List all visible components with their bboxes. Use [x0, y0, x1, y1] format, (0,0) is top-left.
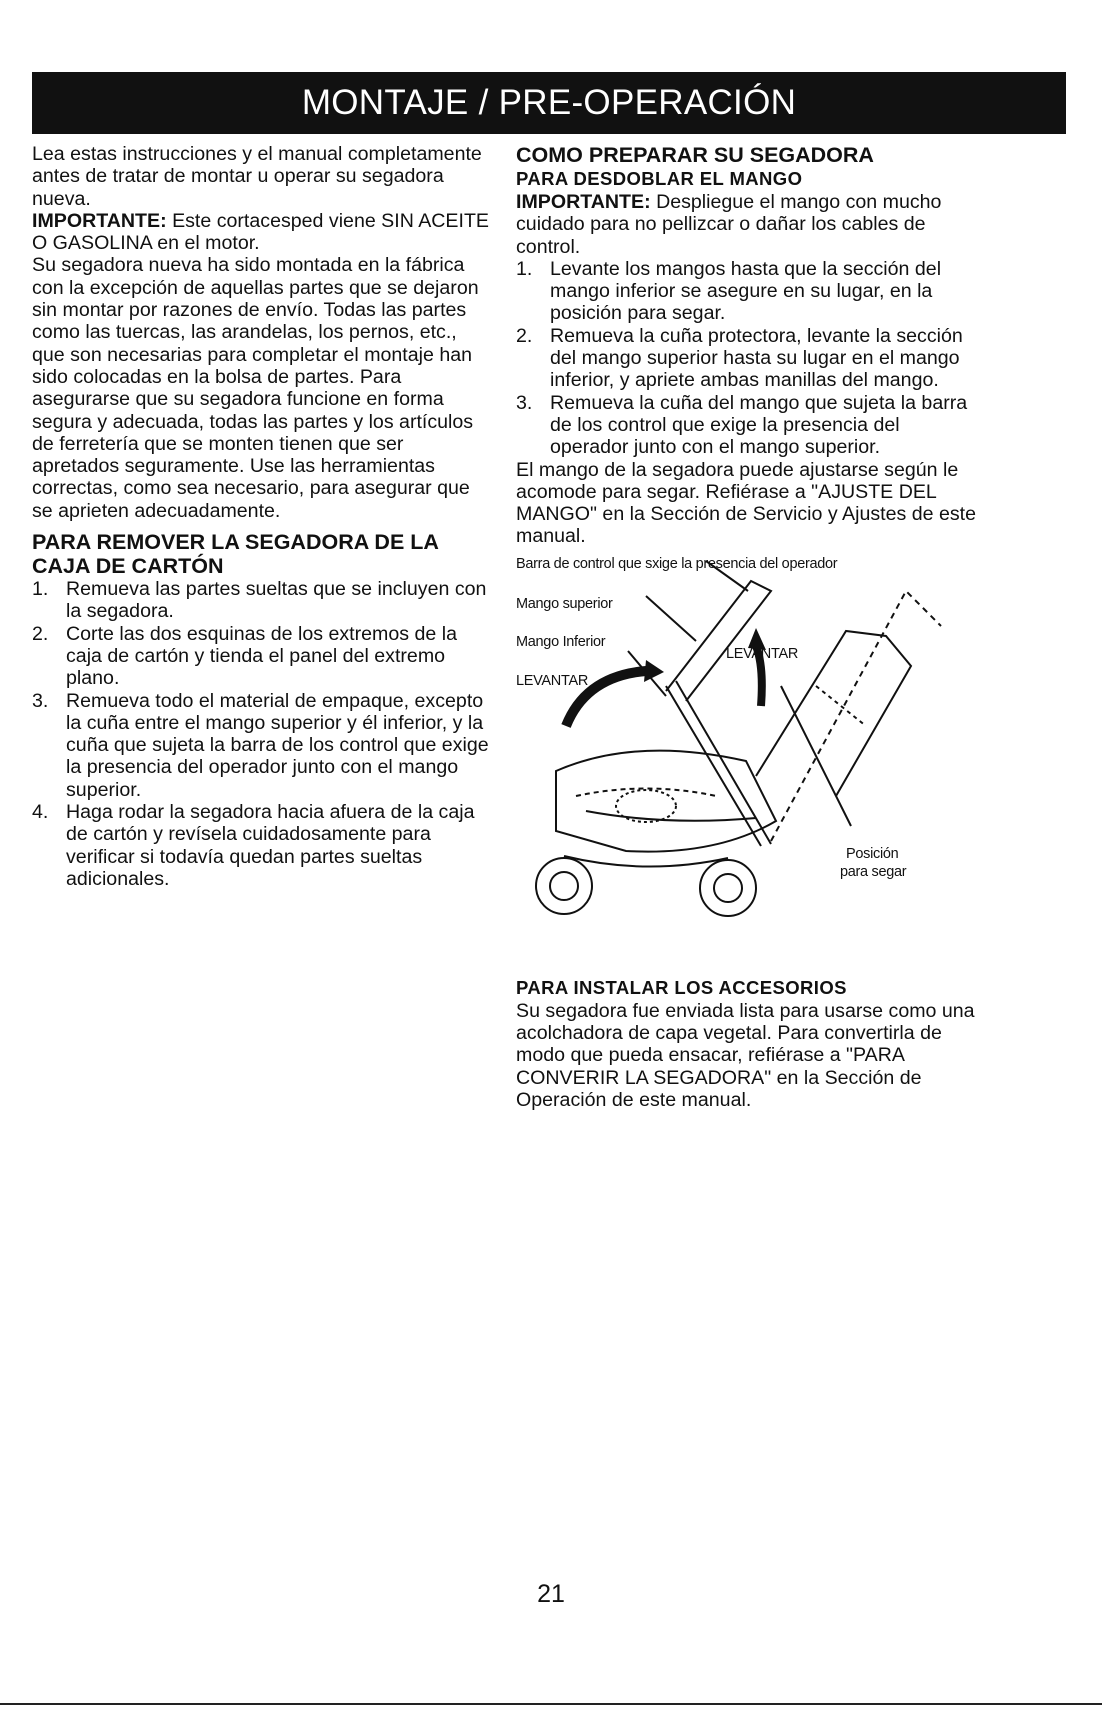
wheel-base	[564, 856, 728, 867]
rear-wheel	[700, 860, 756, 916]
step-number: 3.	[32, 689, 49, 712]
step-number: 2.	[516, 324, 533, 347]
list-item	[32, 578, 492, 623]
step-number: 3.	[516, 391, 533, 414]
deck-edge	[586, 811, 756, 821]
lower-handle-left	[666, 686, 761, 846]
unfold-steps	[516, 258, 978, 459]
remove-heading: PARA REMOVER LA SEGADORA DE LA CAJA DE CARTÓN	[32, 530, 439, 579]
important-text: Este cortacesped viene SIN ACEITE O GASOLINA en el motor.	[32, 209, 489, 255]
remove-steps	[32, 578, 492, 890]
front-wheel-hub	[550, 872, 578, 900]
prepare-heading: COMO PREPARAR SU SEGADORA	[516, 143, 874, 167]
label-upper-handle: Mango superior	[516, 595, 613, 612]
assembly-paragraph: Su segadora nueva ha sido montada en la fábrica con la excepción de aquellas partes que se dejaron sin montar por razones de envío. Todas las partes como las tuercas, las arandelas, los pernos, etc., que son necesarias para completar el montaje han sido colocadas en la bolsa de partes. Para asegurarse que su segadora funcione en forma segura y adecuada, todas las partes y los artículos de ferretería que se monten tienen que ser apretados seguramente. Use las herramientas correctas, como sea necesario, para asegurar que se aprieten adecuadamente.	[32, 254, 479, 522]
step-text: Remueva la cuña protectora, levante la sección del mango superior hasta su lugar en el mango inferior, y apriete ambas manillas del mango.	[550, 324, 963, 392]
left-column	[32, 143, 492, 890]
upper-leader	[646, 596, 696, 641]
intro-paragraph: Lea estas instrucciones y el manual completamente antes de tratar de montar u operar su segadora nueva.	[32, 143, 482, 210]
step-text: Remueva las partes sueltas que se incluyen con la segadora.	[66, 578, 487, 623]
position-leader	[781, 686, 851, 826]
important-text: Despliegue el mango con mucho cuidado para no pellizcar o dañar los cables de control.	[516, 191, 942, 258]
accessories-paragraph: Su segadora fue enviada lista para usarse como una acolchadora de capa vegetal. Para convertirla de modo que pueda ensacar, refiérase a "PARA CONVERIR LA SEGADORA" en la Sección de Operación de este manual.	[516, 999, 975, 1111]
list-item	[32, 801, 492, 890]
mower-figure	[516, 556, 978, 966]
page-number: 21	[537, 1580, 565, 1608]
lawn-mower-illustration	[516, 556, 978, 966]
step-text: Remueva todo el material de empaque, excepto la cuña entre el mango superior y él inferior, y la cuña que sujeta la barra de los control que exige la presencia del operador junto con el mango superior.	[66, 689, 489, 801]
label-lift-left: LEVANTAR	[516, 672, 588, 689]
step-text: Remueva la cuña del mango que sujeta la barra de los control que exige la presencia del operador junto con el mango superior.	[550, 391, 968, 459]
important-label: IMPORTANTE:	[516, 191, 651, 213]
adjust-paragraph: El mango de la segadora puede ajustarse según le acomode para segar. Refiérase a "AJUSTE DEL MANGO" en la Sección de Servicio y Ajustes de este manual.	[516, 458, 977, 548]
list-item	[516, 325, 978, 392]
bottom-edge-divider	[0, 1703, 1102, 1705]
rear-wheel-hub	[714, 874, 742, 902]
list-item	[516, 392, 978, 459]
step-text: Corte las dos esquinas de los extremos de la caja de cartón y tienda el panel del extremo plano.	[66, 622, 457, 690]
label-lift-right: LEVANTAR	[726, 645, 798, 662]
important-label: IMPORTANTE:	[32, 209, 167, 232]
label-lower-handle: Mango Inferior	[516, 633, 606, 650]
page-title: MONTAJE / PRE-OPERACIÓN	[301, 83, 797, 122]
unfold-handle-heading: PARA DESDOBLAR EL MANGO	[516, 168, 803, 189]
step-number: 1.	[32, 578, 49, 601]
list-item	[516, 258, 978, 325]
label-position-line2: para segar	[840, 863, 907, 880]
important-note	[32, 210, 492, 255]
step-text: Levante los mangos hasta que la sección del mango inferior se asegure en su lugar, en la posición para segar.	[550, 257, 942, 325]
lift-arrowhead-left	[644, 660, 664, 682]
section-banner	[32, 72, 1066, 134]
front-wheel	[536, 858, 592, 914]
right-column	[516, 143, 978, 1111]
step-text: Haga rodar la segadora hacia afuera de la caja de cartón y revísela cuidadosamente para verificar si todavía quedan partes sueltas adicionales.	[66, 801, 475, 890]
label-position-line1: Posición	[846, 845, 899, 862]
step-number: 4.	[32, 801, 49, 824]
step-number: 2.	[32, 622, 49, 645]
accessories-heading: PARA INSTALAR LOS ACCESORIOS	[516, 976, 847, 998]
bag-fold	[816, 686, 866, 726]
list-item	[32, 690, 492, 801]
important-note	[516, 191, 978, 258]
figure-caption: Barra de control que sxige la presencia del operador	[516, 555, 838, 572]
list-item	[32, 623, 492, 690]
step-number: 1.	[516, 257, 533, 280]
mower-deck	[556, 750, 776, 851]
